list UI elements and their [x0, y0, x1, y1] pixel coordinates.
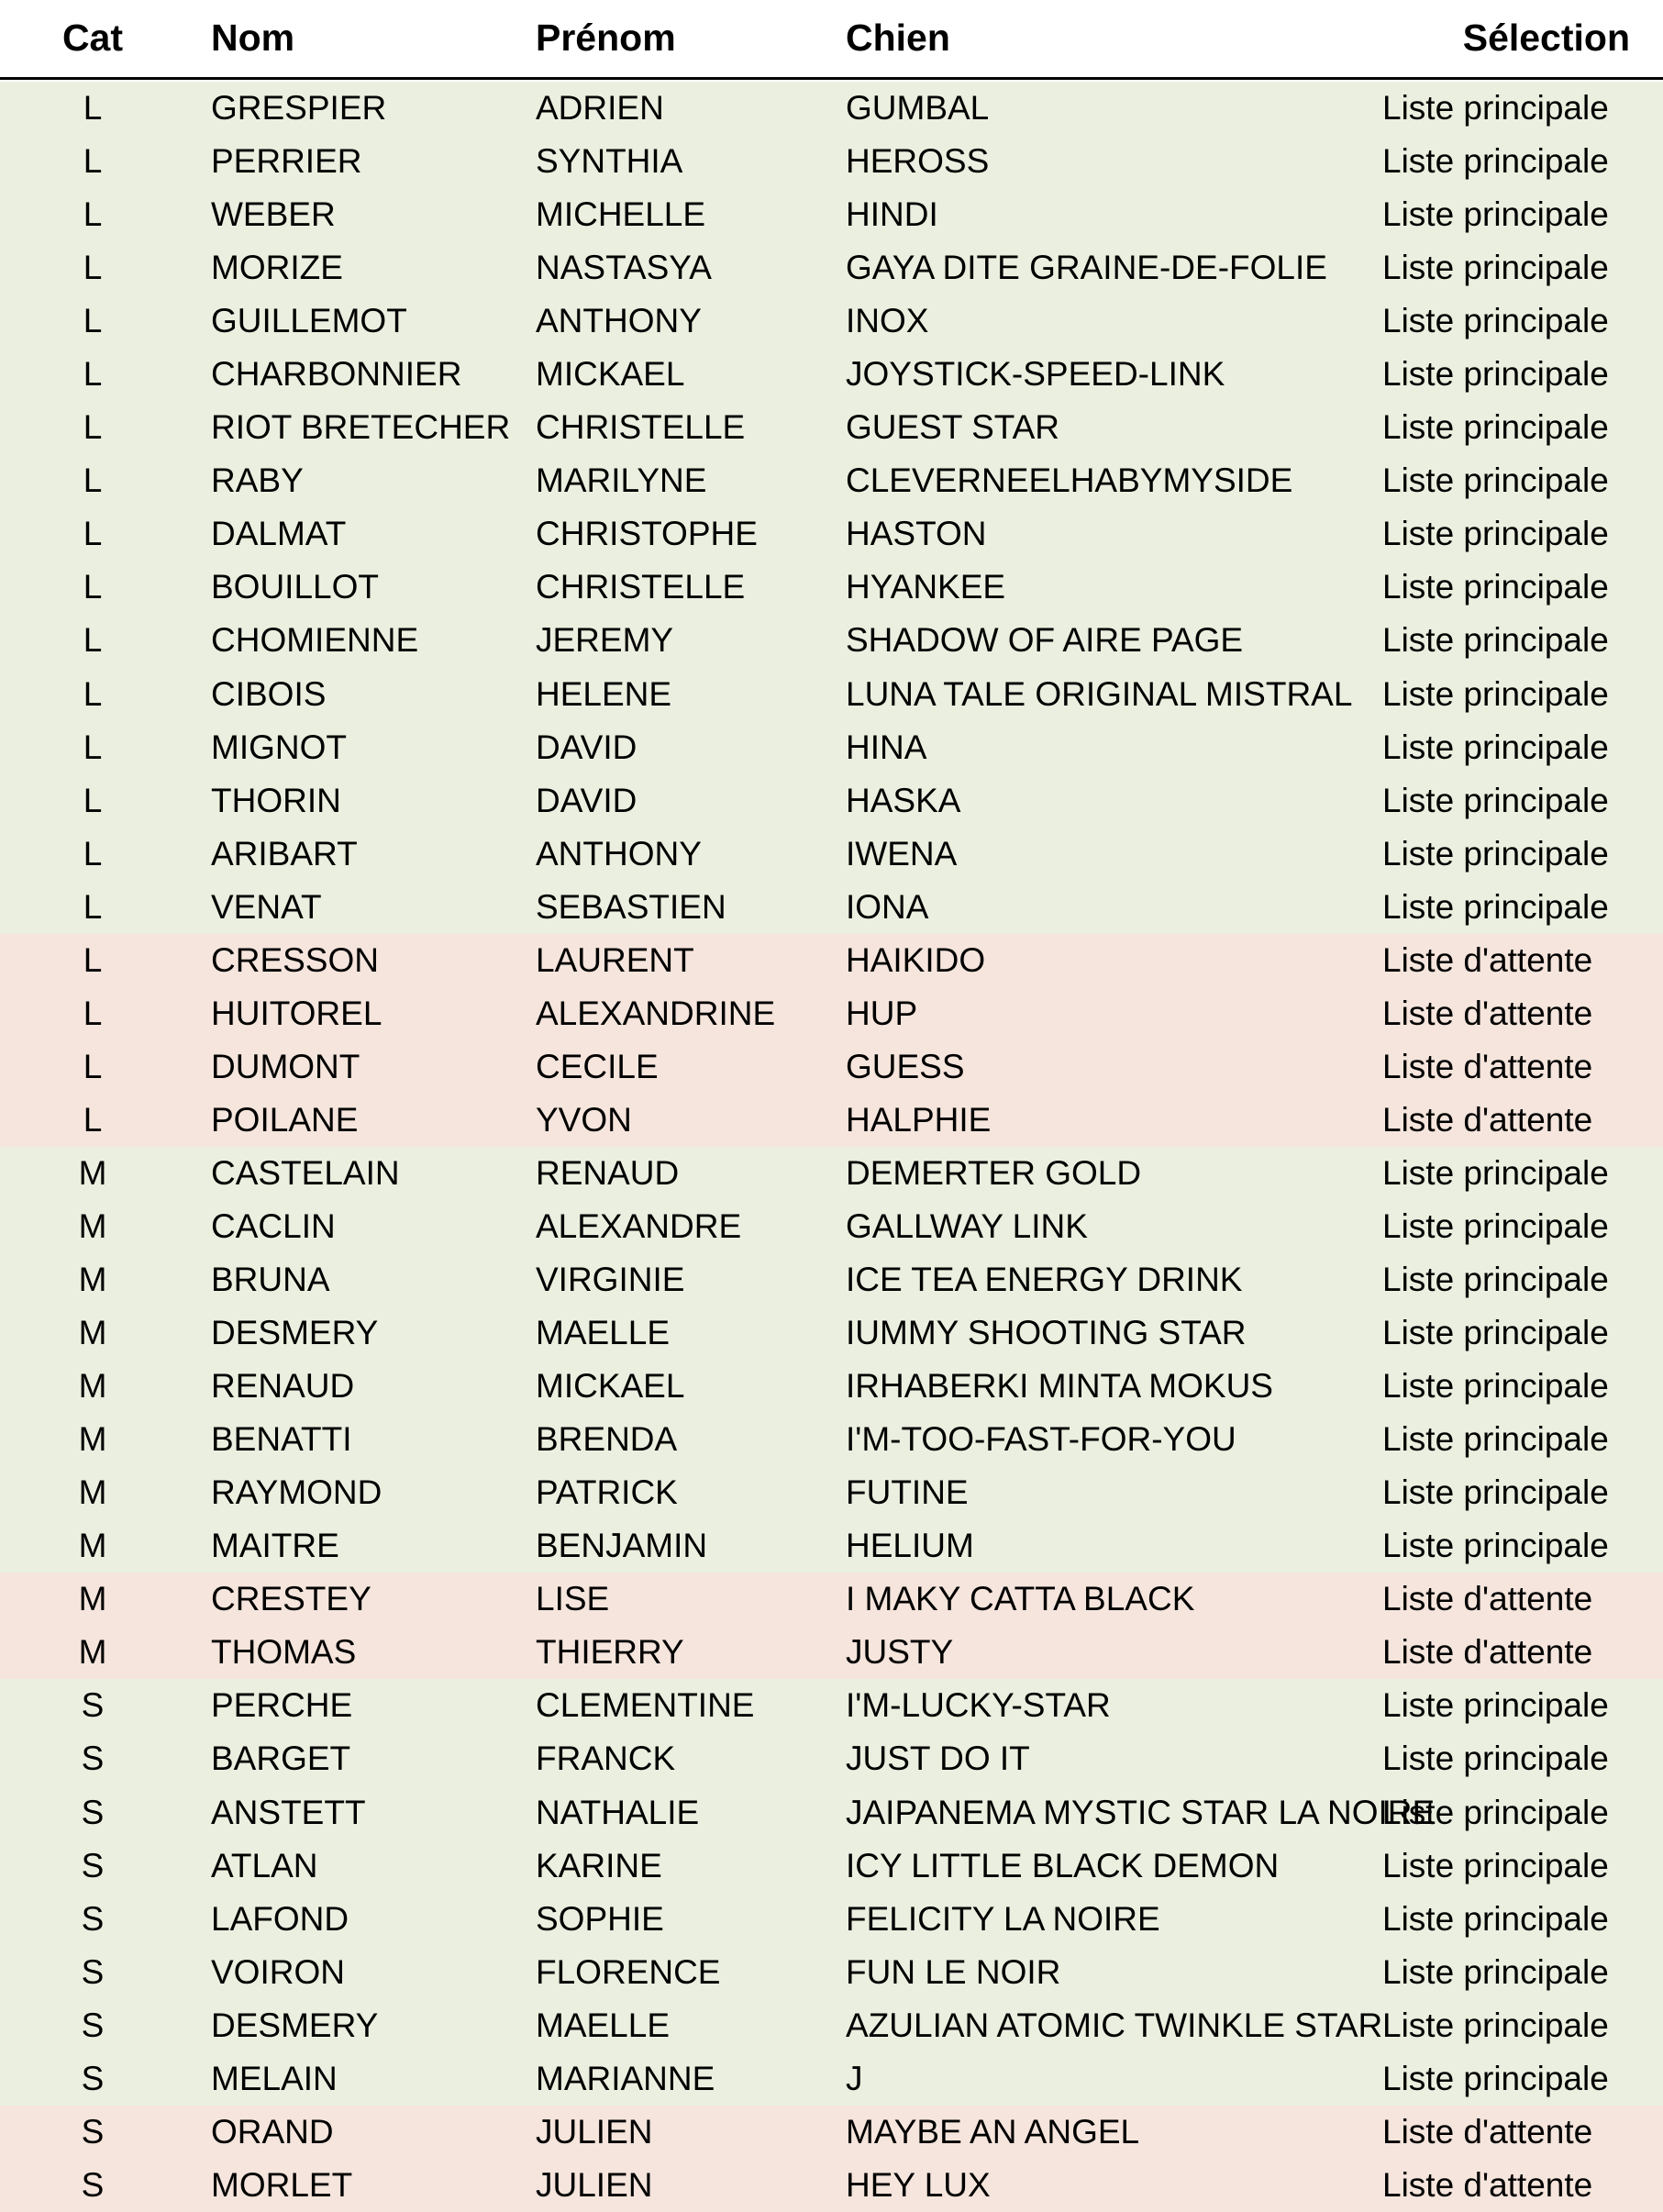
cell-prenom: JULIEN: [536, 2165, 653, 2204]
table-row: [0, 1679, 1663, 1732]
cell-prenom: ADRIEN: [536, 89, 664, 128]
cell-selection: Liste principale: [1382, 302, 1609, 340]
cell-nom: CASTELAIN: [211, 1153, 400, 1192]
cell-nom: HUITOREL: [211, 994, 382, 1032]
cell-cat: L: [83, 1047, 103, 1085]
cell-prenom: RENAUD: [536, 1153, 680, 1192]
cell-cat: L: [83, 781, 103, 819]
cell-selection: Liste d'attente: [1382, 1047, 1593, 1085]
table-row: [0, 295, 1663, 348]
table-row: [0, 135, 1663, 188]
cell-selection: Liste principale: [1382, 1420, 1609, 1459]
cell-selection: Liste d'attente: [1382, 1580, 1593, 1618]
cell-nom: DESMERY: [211, 2006, 379, 2044]
cell-cat: L: [83, 621, 103, 660]
cell-prenom: FLORENCE: [536, 1952, 721, 1991]
cell-prenom: HELENE: [536, 674, 672, 713]
cell-selection: Liste principale: [1382, 515, 1609, 553]
cell-selection: Liste principale: [1382, 674, 1609, 713]
cell-chien: FELICITY LA NOIRE: [846, 1899, 1160, 1938]
cell-prenom: DAVID: [536, 728, 637, 766]
cell-nom: THORIN: [211, 781, 341, 819]
cell-cat: M: [78, 1153, 107, 1192]
cell-chien: HYANKEE: [846, 568, 1006, 606]
cell-selection: Liste principale: [1382, 1314, 1609, 1352]
cell-selection: Liste principale: [1382, 781, 1609, 819]
table-row: [0, 1200, 1663, 1253]
cell-prenom: ALEXANDRE: [536, 1207, 742, 1245]
cell-chien: HEROSS: [846, 142, 990, 181]
cell-nom: MAITRE: [211, 1527, 339, 1565]
table-row: [0, 1999, 1663, 2052]
cell-cat: M: [78, 1473, 107, 1512]
cell-nom: MIGNOT: [211, 728, 347, 766]
cell-chien: J: [846, 2059, 863, 2097]
table-row: [0, 454, 1663, 507]
cell-selection: Liste principale: [1382, 1367, 1609, 1406]
cell-cat: L: [83, 142, 103, 181]
table-row: [0, 2159, 1663, 2212]
cell-cat: L: [83, 461, 103, 500]
cell-nom: MELAIN: [211, 2059, 338, 2097]
cell-chien: GAYA DITE GRAINE-DE-FOLIE: [846, 249, 1327, 287]
cell-cat: L: [83, 940, 103, 979]
table-row: [0, 561, 1663, 614]
cell-selection: Liste principale: [1382, 195, 1609, 234]
cell-cat: S: [81, 2059, 105, 2097]
cell-selection: Liste d'attente: [1382, 1633, 1593, 1672]
cell-selection: Liste principale: [1382, 621, 1609, 660]
cell-nom: BOUILLOT: [211, 568, 379, 606]
cell-prenom: CLEMENTINE: [536, 1686, 755, 1725]
table-row: [0, 2052, 1663, 2106]
cell-selection: Liste principale: [1382, 1207, 1609, 1245]
cell-nom: CIBOIS: [211, 674, 327, 713]
column-header-nom: Nom: [185, 0, 510, 78]
cell-chien: HAIKIDO: [846, 940, 986, 979]
cell-cat: L: [83, 515, 103, 553]
cell-cat: S: [81, 1846, 105, 1884]
cell-selection: Liste principale: [1382, 408, 1609, 447]
cell-chien: JUST DO IT: [846, 1740, 1030, 1778]
cell-chien: HALPHIE: [846, 1100, 992, 1139]
cell-chien: GALLWAY LINK: [846, 1207, 1088, 1245]
cell-prenom: CECILE: [536, 1047, 659, 1085]
cell-chien: GUMBAL: [846, 89, 990, 128]
cell-chien: HINA: [846, 728, 927, 766]
cell-prenom: YVON: [536, 1100, 632, 1139]
cell-nom: GRESPIER: [211, 89, 387, 128]
cell-prenom: ANTHONY: [536, 302, 702, 340]
table-row: [0, 828, 1663, 881]
cell-selection: Liste principale: [1382, 1527, 1609, 1565]
cell-nom: DUMONT: [211, 1047, 360, 1085]
table-row: [0, 241, 1663, 295]
cell-cat: M: [78, 1633, 107, 1672]
cell-nom: CACLIN: [211, 1207, 336, 1245]
cell-prenom: MARILYNE: [536, 461, 707, 500]
cell-prenom: BENJAMIN: [536, 1527, 708, 1565]
table-row: [0, 1893, 1663, 1946]
cell-cat: S: [81, 2006, 105, 2044]
cell-prenom: BRENDA: [536, 1420, 678, 1459]
cell-selection: Liste principale: [1382, 1261, 1609, 1299]
table-row: [0, 1040, 1663, 1094]
cell-nom: RABY: [211, 461, 304, 500]
cell-chien: I'M-TOO-FAST-FOR-YOU: [846, 1420, 1236, 1459]
cell-chien: GUESS: [846, 1047, 965, 1085]
cell-nom: WEBER: [211, 195, 336, 234]
cell-selection: Liste principale: [1382, 89, 1609, 128]
cell-selection: Liste principale: [1382, 1899, 1609, 1938]
cell-prenom: MAELLE: [536, 1314, 671, 1352]
cell-cat: M: [78, 1314, 107, 1352]
cell-chien: LUNA TALE ORIGINAL MISTRAL: [846, 674, 1353, 713]
cell-prenom: JEREMY: [536, 621, 674, 660]
table-row: [0, 1466, 1663, 1519]
cell-nom: BENATTI: [211, 1420, 352, 1459]
table-row: [0, 1626, 1663, 1679]
cell-chien: I'M-LUCKY-STAR: [846, 1686, 1111, 1725]
cell-nom: DESMERY: [211, 1314, 379, 1352]
cell-cat: S: [81, 2112, 105, 2151]
cell-selection: Liste principale: [1382, 1846, 1609, 1884]
cell-prenom: MAELLE: [536, 2006, 671, 2044]
cell-chien: IWENA: [846, 834, 958, 873]
table-row: [0, 1360, 1663, 1413]
cell-nom: ATLAN: [211, 1846, 318, 1884]
cell-nom: PERRIER: [211, 142, 362, 181]
cell-chien: JUSTY: [846, 1633, 954, 1672]
cell-prenom: LISE: [536, 1580, 610, 1618]
table-row: [0, 881, 1663, 934]
cell-chien: HASTON: [846, 515, 987, 553]
cell-selection: Liste principale: [1382, 834, 1609, 873]
table-row: [0, 1732, 1663, 1785]
column-header-prenom: Prénom: [510, 0, 820, 78]
cell-nom: BARGET: [211, 1740, 351, 1778]
cell-prenom: NASTASYA: [536, 249, 712, 287]
table-row: [0, 1786, 1663, 1840]
cell-cat: L: [83, 887, 103, 926]
cell-selection: Liste principale: [1382, 887, 1609, 926]
cell-chien: HELIUM: [846, 1527, 974, 1565]
cell-cat: L: [83, 408, 103, 447]
table-row: [0, 721, 1663, 774]
table-row: [0, 188, 1663, 241]
table-row: [0, 348, 1663, 401]
table-row: [0, 507, 1663, 561]
cell-selection: Liste d'attente: [1382, 2112, 1593, 2151]
column-header-selection: Sélection: [1380, 0, 1663, 78]
cell-nom: CHOMIENNE: [211, 621, 419, 660]
cell-selection: Liste d'attente: [1382, 1100, 1593, 1139]
cell-chien: HINDI: [846, 195, 938, 234]
cell-prenom: CHRISTOPHE: [536, 515, 758, 553]
cell-prenom: SOPHIE: [536, 1899, 664, 1938]
cell-selection: Liste d'attente: [1382, 2165, 1593, 2204]
cell-prenom: ALEXANDRINE: [536, 994, 776, 1032]
cell-nom: MORIZE: [211, 249, 343, 287]
cell-nom: MORLET: [211, 2165, 353, 2204]
table-row: [0, 1946, 1663, 1999]
cell-cat: M: [78, 1580, 107, 1618]
cell-prenom: THIERRY: [536, 1633, 684, 1672]
table-row: [0, 1519, 1663, 1573]
cell-cat: S: [81, 1952, 105, 1991]
cell-prenom: NATHALIE: [536, 1793, 700, 1831]
cell-prenom: MICHELLE: [536, 195, 706, 234]
cell-nom: ORAND: [211, 2112, 334, 2151]
cell-nom: POILANE: [211, 1100, 359, 1139]
cell-nom: CRESSON: [211, 940, 379, 979]
cell-selection: Liste principale: [1382, 355, 1609, 394]
cell-nom: ANSTETT: [211, 1793, 366, 1831]
cell-nom: LAFOND: [211, 1899, 349, 1938]
cell-prenom: DAVID: [536, 781, 637, 819]
cell-chien: AZULIAN ATOMIC TWINKLE STAR: [846, 2006, 1383, 2044]
cell-chien: JAIPANEMA MYSTIC STAR LA NOIRE: [846, 1793, 1436, 1831]
cell-nom: RENAUD: [211, 1367, 355, 1406]
cell-nom: DALMAT: [211, 515, 347, 553]
cell-cat: L: [83, 674, 103, 713]
cell-chien: I MAKY CATTA BLACK: [846, 1580, 1195, 1618]
column-header-chien: Chien: [820, 0, 1380, 78]
cell-cat: M: [78, 1367, 107, 1406]
cell-prenom: SEBASTIEN: [536, 887, 726, 926]
cell-cat: L: [83, 728, 103, 766]
table-row: [0, 987, 1663, 1040]
cell-chien: JOYSTICK-SPEED-LINK: [846, 355, 1225, 394]
cell-cat: L: [83, 302, 103, 340]
table-row: [0, 82, 1663, 135]
cell-cat: S: [81, 1793, 105, 1831]
cell-selection: Liste principale: [1382, 1686, 1609, 1725]
cell-selection: Liste d'attente: [1382, 940, 1593, 979]
cell-prenom: CHRISTELLE: [536, 408, 746, 447]
cell-nom: BRUNA: [211, 1261, 330, 1299]
cell-cat: L: [83, 994, 103, 1032]
table-row: [0, 1573, 1663, 1626]
cell-cat: L: [83, 89, 103, 128]
cell-chien: IUMMY SHOOTING STAR: [846, 1314, 1247, 1352]
cell-chien: MAYBE AN ANGEL: [846, 2112, 1140, 2151]
cell-selection: Liste principale: [1382, 1153, 1609, 1192]
cell-chien: CLEVERNEELHABYMYSIDE: [846, 461, 1293, 500]
cell-prenom: MARIANNE: [536, 2059, 715, 2097]
cell-cat: M: [78, 1207, 107, 1245]
cell-nom: ARIBART: [211, 834, 358, 873]
cell-cat: L: [83, 195, 103, 234]
cell-cat: L: [83, 249, 103, 287]
cell-selection: Liste principale: [1382, 728, 1609, 766]
cell-chien: SHADOW OF AIRE PAGE: [846, 621, 1244, 660]
cell-prenom: MICKAEL: [536, 355, 685, 394]
header-row: [0, 0, 1663, 78]
cell-prenom: MICKAEL: [536, 1367, 685, 1406]
table-row: [0, 1147, 1663, 1200]
cell-cat: S: [81, 1899, 105, 1938]
table-row: [0, 1413, 1663, 1466]
cell-prenom: ANTHONY: [536, 834, 702, 873]
cell-prenom: LAURENT: [536, 940, 694, 979]
cell-cat: L: [83, 568, 103, 606]
cell-cat: L: [83, 355, 103, 394]
cell-selection: Liste principale: [1382, 1793, 1609, 1831]
cell-chien: ICY LITTLE BLACK DEMON: [846, 1846, 1280, 1884]
cell-prenom: KARINE: [536, 1846, 662, 1884]
cell-cat: L: [83, 1100, 103, 1139]
cell-selection: Liste principale: [1382, 1952, 1609, 1991]
table-row: [0, 668, 1663, 721]
cell-selection: Liste principale: [1382, 249, 1609, 287]
cell-selection: Liste principale: [1382, 1740, 1609, 1778]
cell-selection: Liste principale: [1382, 2006, 1609, 2044]
cell-chien: INOX: [846, 302, 929, 340]
table-row: [0, 1306, 1663, 1360]
cell-nom: GUILLEMOT: [211, 302, 407, 340]
cell-selection: Liste d'attente: [1382, 994, 1593, 1032]
cell-prenom: PATRICK: [536, 1473, 678, 1512]
cell-prenom: CHRISTELLE: [536, 568, 746, 606]
cell-selection: Liste principale: [1382, 2059, 1609, 2097]
cell-prenom: FRANCK: [536, 1740, 676, 1778]
cell-nom: CRESTEY: [211, 1580, 371, 1618]
table-row: [0, 2106, 1663, 2159]
cell-cat: S: [81, 1740, 105, 1778]
cell-nom: THOMAS: [211, 1633, 357, 1672]
cell-cat: M: [78, 1261, 107, 1299]
cell-selection: Liste principale: [1382, 461, 1609, 500]
cell-prenom: JULIEN: [536, 2112, 653, 2151]
cell-chien: ICE TEA ENERGY DRINK: [846, 1261, 1243, 1299]
cell-selection: Liste principale: [1382, 142, 1609, 181]
cell-chien: HASKA: [846, 781, 961, 819]
cell-nom: CHARBONNIER: [211, 355, 462, 394]
cell-chien: HUP: [846, 994, 918, 1032]
cell-prenom: VIRGINIE: [536, 1261, 685, 1299]
cell-nom: PERCHE: [211, 1686, 353, 1725]
cell-chien: IRHABERKI MINTA MOKUS: [846, 1367, 1273, 1406]
table-row: [0, 1094, 1663, 1147]
cell-chien: GUEST STAR: [846, 408, 1060, 447]
cell-chien: FUN LE NOIR: [846, 1952, 1061, 1991]
cell-chien: IONA: [846, 887, 929, 926]
cell-chien: DEMERTER GOLD: [846, 1153, 1142, 1192]
table-row: [0, 401, 1663, 454]
cell-cat: M: [78, 1420, 107, 1459]
table-body: [0, 78, 1663, 2212]
table-row: [0, 934, 1663, 987]
cell-cat: S: [81, 2165, 105, 2204]
table-row: [0, 1840, 1663, 1893]
cell-cat: S: [81, 1686, 105, 1725]
cell-cat: M: [78, 1527, 107, 1565]
cell-nom: VENAT: [211, 887, 322, 926]
cell-prenom: SYNTHIA: [536, 142, 683, 181]
cell-selection: Liste principale: [1382, 1473, 1609, 1512]
cell-chien: FUTINE: [846, 1473, 969, 1512]
cell-chien: HEY LUX: [846, 2165, 991, 2204]
column-header-cat: Cat: [0, 0, 185, 78]
cell-nom: VOIRON: [211, 1952, 345, 1991]
cell-nom: RAYMOND: [211, 1473, 382, 1512]
cell-selection: Liste principale: [1382, 568, 1609, 606]
table-row: [0, 614, 1663, 667]
table-row: [0, 1253, 1663, 1306]
table-row: [0, 774, 1663, 828]
cell-cat: L: [83, 834, 103, 873]
cell-nom: RIOT BRETECHER: [211, 408, 511, 447]
table-header: [0, 0, 1663, 78]
